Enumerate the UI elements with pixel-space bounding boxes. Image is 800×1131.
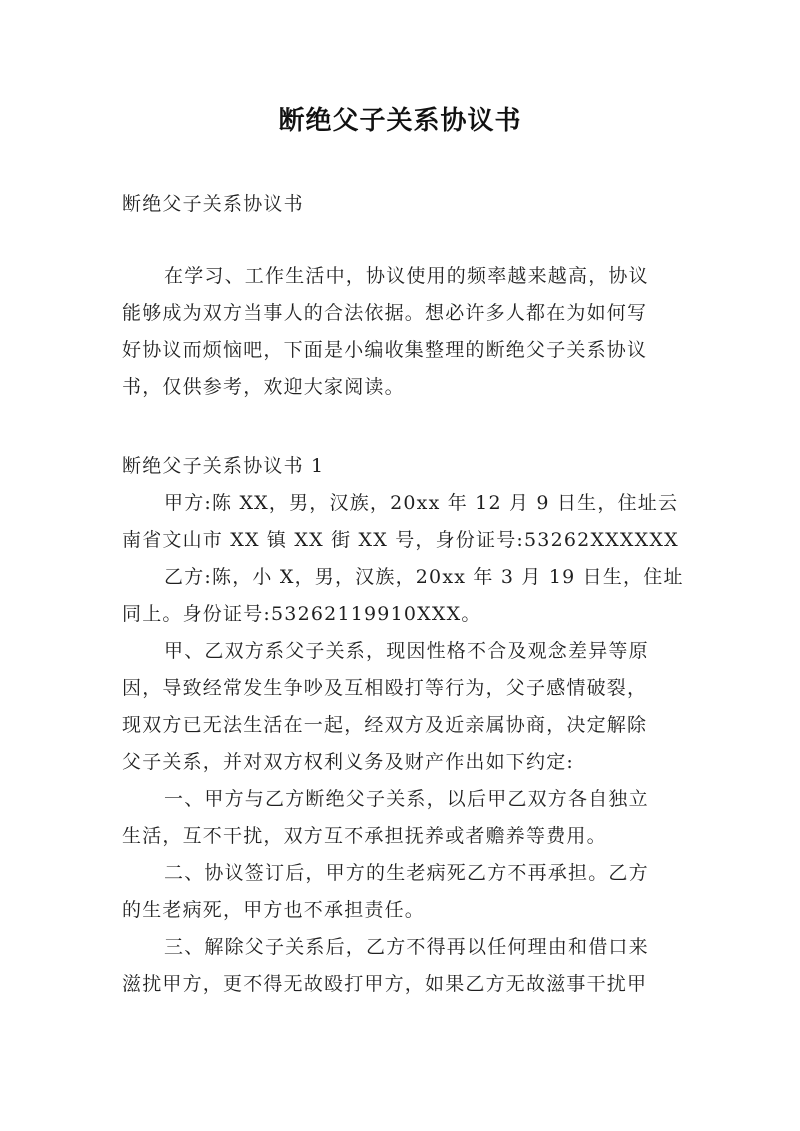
intro-line-4: 书，仅供参考，欢迎大家阅读。 [122, 376, 405, 398]
clause-1-line-2: 生活，互不干扰，双方互不承担抚养或者赡养等费用。 [122, 825, 607, 847]
intro-line-3: 好协议而烦恼吧，下面是小编收集整理的断绝父子关系协议 [122, 339, 648, 361]
party-b-line-1: 乙方:陈，小 X，男，汉族，20xx 年 3 月 19 日生，住址 [164, 566, 684, 588]
background-line-4: 父子关系，并对双方权利义务及财产作出如下约定: [122, 751, 575, 773]
document-title: 断绝父子关系协议书 [278, 106, 522, 136]
document-subtitle: 断绝父子关系协议书 [122, 193, 304, 215]
background-line-3: 现双方已无法生活在一起，经双方及近亲属协商，决定解除 [122, 714, 648, 736]
clause-3-line-2: 滋扰甲方，更不得无故殴打甲方，如果乙方无故滋事干扰甲 [122, 973, 648, 995]
clause-3-line-1: 三、解除父子关系后，乙方不得再以任何理由和借口来 [164, 936, 649, 958]
background-line-2: 因，导致经常发生争吵及互相殴打等行为，父子感情破裂， [122, 677, 648, 699]
section-heading: 断绝父子关系协议书 1 [122, 455, 325, 477]
clause-1-line-1: 一、甲方与乙方断绝父子关系，以后甲乙双方各自独立 [164, 788, 649, 810]
party-a-line-2: 南省文山市 XX 镇 XX 街 XX 号，身份证号:53262XXXXXX [122, 529, 679, 551]
clause-2-line-2: 的生老病死，甲方也不承担责任。 [122, 899, 426, 921]
party-b-line-2: 同上。身份证号:53262119910XXX。 [122, 603, 482, 625]
intro-line-1: 在学习、工作生活中，协议使用的频率越来越高，协议 [164, 265, 649, 287]
background-line-1: 甲、乙双方系父子关系，现因性格不合及观念差异等原 [164, 640, 649, 662]
party-a-line-1: 甲方:陈 XX，男，汉族，20xx 年 12 月 9 日生，住址云 [164, 492, 679, 514]
clause-2-line-1: 二、协议签订后，甲方的生老病死乙方不再承担。乙方 [164, 862, 649, 884]
intro-line-2: 能够成为双方当事人的合法依据。想必许多人都在为如何写 [122, 302, 648, 324]
